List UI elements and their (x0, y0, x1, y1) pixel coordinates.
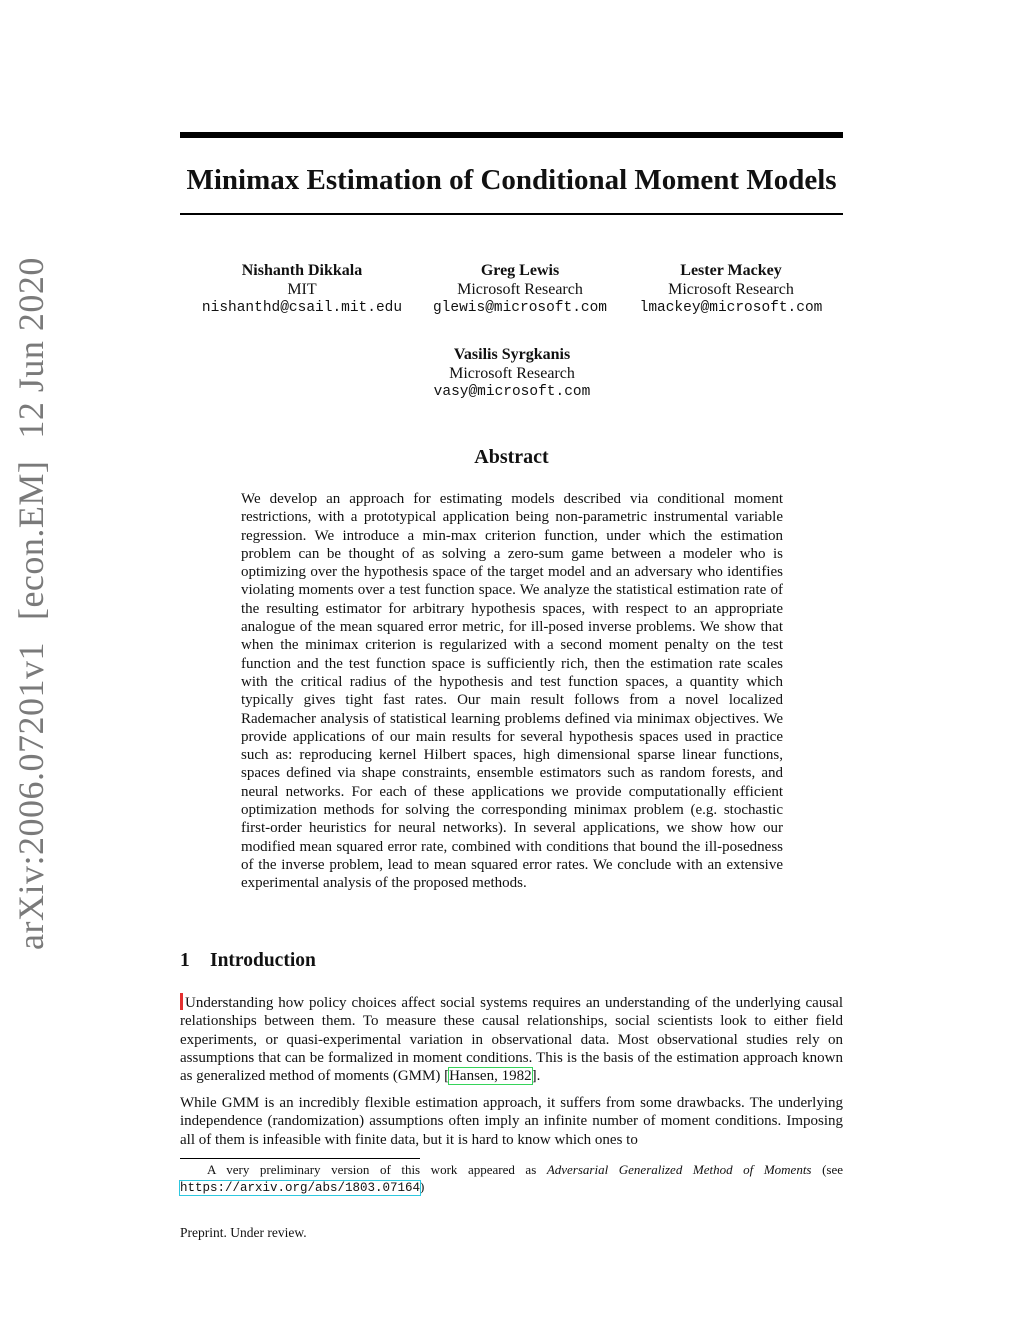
author-block (611, 262, 851, 318)
footnote-text: A very preliminary version of this work appeared as (207, 1162, 547, 1177)
citation-year: 1982 (501, 1068, 532, 1085)
author-name: Nishanth Dikkala (241, 262, 363, 279)
footnote-italic-title: Adversarial Generalized Method of Moments (546, 1162, 812, 1177)
paragraph-end: ]. (531, 1068, 541, 1085)
footnote-text-mid: (see (811, 1162, 843, 1177)
section-title: Introduction (210, 950, 316, 971)
paragraph-text: Understanding how policy choices affect social systems requires an understanding of the underlying causal relationships between them. To measure these causal relationships, social scientists look to either field experiments, or quasi-experimental variation in observational data. Most observational studies rely on assumptions that can be formalized in moment conditions. This is the basis of the estimation approach known as generalized method of moments (GMM) [ (180, 995, 843, 1085)
abstract-heading: Abstract (474, 446, 549, 468)
intro-paragraph-2: While GMM is an incredibly flexible estimation approach, it suffers from some drawbacks. The underlying independence (randomization) assumptions often imply an infinite number of moment conditions. Imposing all of them is infeasible with finite data, but it is hard to know which ones to (180, 1095, 843, 1148)
author-affiliation: Microsoft Research (457, 280, 583, 298)
section-number: 1 (180, 950, 190, 971)
citation-author: Hansen (449, 1068, 495, 1085)
arxiv-date: 12 Jun 2020 (11, 257, 51, 439)
paper-title: Minimax Estimation of Conditional Moment Models (186, 164, 837, 196)
footnote-text-end: ) (420, 1179, 425, 1194)
author-email: vasy@microsoft.com (433, 384, 591, 400)
author-affiliation: MIT (287, 280, 317, 298)
text-cursor (180, 993, 183, 1010)
citation-separator: , (494, 1068, 502, 1085)
title-bottom-rule (180, 213, 843, 215)
section-heading (180, 950, 316, 972)
arxiv-category: [econ.EM] (11, 460, 51, 621)
author-block (400, 262, 640, 318)
author-name: Greg Lewis (480, 262, 560, 279)
author-name: Lester Mackey (680, 262, 782, 279)
arxiv-id: arXiv:2006.07201v1 (11, 642, 51, 950)
footnote-rule (180, 1158, 420, 1159)
author-affiliation: Microsoft Research (449, 364, 575, 382)
author-block (392, 346, 632, 402)
footnote-url-link[interactable]: https://arxiv.org/abs/1803.07164 (180, 1181, 421, 1195)
author-name: Vasilis Syrgkanis (453, 346, 571, 363)
author-block (182, 262, 422, 318)
footnote (180, 1161, 843, 1197)
author-affiliation: Microsoft Research (668, 280, 794, 298)
author-email: glewis@microsoft.com (432, 300, 608, 316)
footer-note: Preprint. Under review. (180, 1225, 307, 1240)
author-email: nishanthd@csail.mit.edu (201, 300, 403, 316)
citation-link[interactable] (449, 1068, 532, 1084)
author-email: lmackey@microsoft.com (639, 300, 823, 316)
arxiv-side-stamp (10, 235, 52, 950)
intro-paragraph-1 (180, 993, 843, 1085)
title-top-rule (180, 132, 843, 138)
abstract-text: We develop an approach for estimating models described via conditional moment restrictions, with a prototypical application being non-parametric instrumental variable regression. We introduce a min-max criterion function, under which the estimation problem can be thought of as solving a zero-sum game between a modeler who is optimizing over the hypothesis space of the target model and an adversary who identifies violating moments over a test function space. We analyze the statistical estimation rate of the resulting estimator for arbitrary hypothesis spaces, with respect to an appropriate analogue of the mean squared error metric, for ill-posed inverse problems. We show that when the minimax criterion is regularized with a second moment penalty on the test function and the test function space is sufficiently rich, then the estimation rate scales with the critical radius of the hypothesis and test function spaces, a quantity which typically gives tight fast rates. Our main result follows from a novel localized Rademacher analysis of statistical learning problems defined via minimax objectives. We provide applications of our main results for several hypothesis spaces used in practice such as: reproducing kernel Hilbert spaces, high dimensional sparse linear functions, spaces defined via shape constraints, ensemble estimators such as random forests, and neural networks. For each of these applications we provide computationally efficient optimization methods for solving the corresponding minimax problem (e.g. stochastic first-order heuristics for neural networks). In several applications, we show how our modified mean squared error rate, combined with conditions that bound the ill-posedness of the inverse problem, lead to mean squared error rates. We conclude with an extensive experimental analysis of the proposed methods. (241, 491, 783, 892)
